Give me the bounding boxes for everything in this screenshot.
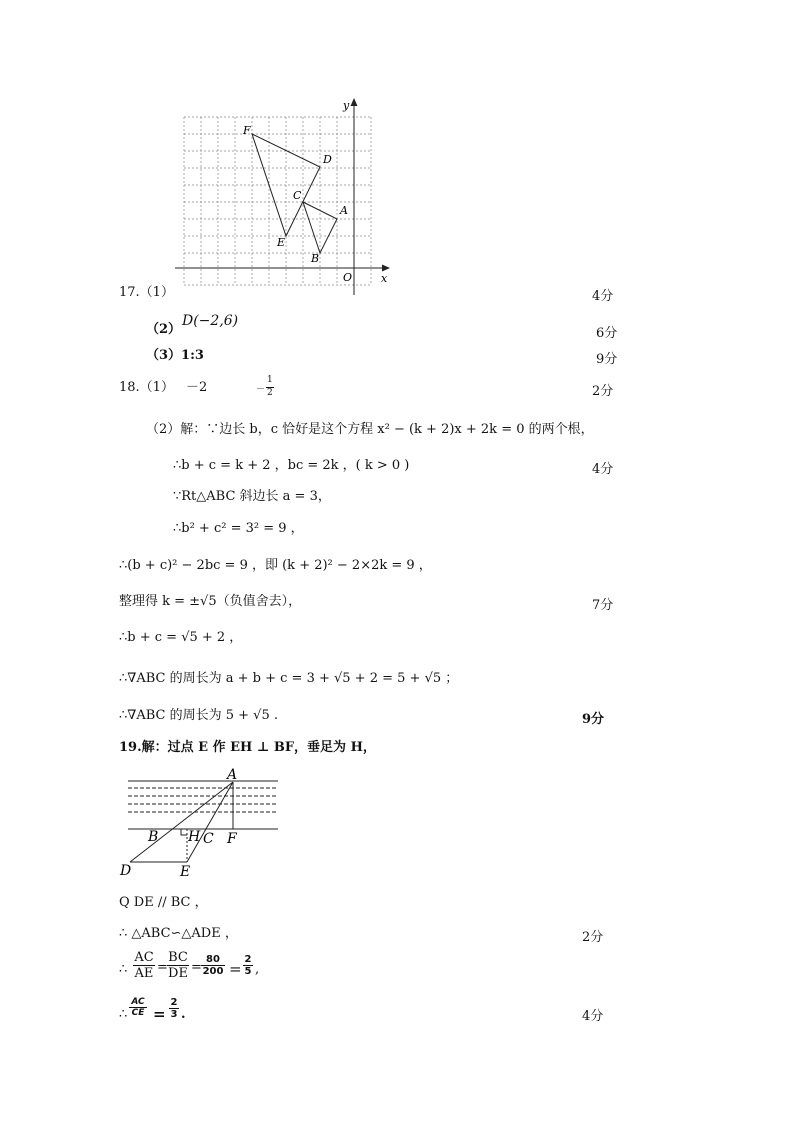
q19-line2: Q DE // BC ， xyxy=(119,895,208,910)
frac-2-3 xyxy=(169,997,179,1020)
q17-part3: （3）1:3 xyxy=(146,348,204,363)
equals-1: = xyxy=(157,960,168,975)
equals-4: = xyxy=(153,1005,166,1023)
line-AD xyxy=(130,782,233,862)
right-angle-mark xyxy=(181,829,187,835)
label-F: F xyxy=(227,831,237,847)
q18-part1: 18.（1） xyxy=(119,380,174,395)
q19-ratio-line xyxy=(119,950,319,990)
q19-ratio-line-2 xyxy=(119,995,239,1035)
label-A: A xyxy=(227,767,238,783)
q19-score5: 4分 xyxy=(582,1009,604,1024)
label-A: A xyxy=(340,204,348,217)
q18-answer2-num: 1 xyxy=(267,375,273,385)
frac-2-3-num: 2 xyxy=(170,997,178,1008)
grid xyxy=(184,117,371,285)
q18-score2: 4分 xyxy=(592,462,614,477)
q18-score9: 9分 xyxy=(582,712,605,727)
q17-part2-label: （2） xyxy=(146,322,182,337)
label-C: C xyxy=(203,831,214,847)
q17-score2: 6分 xyxy=(596,326,618,341)
label-D: D xyxy=(323,153,332,166)
q18-line9: ∴∇ABC 的周长为 5 + √5 . xyxy=(119,708,278,723)
frac-bc-de-den: DE xyxy=(168,966,188,981)
label-C: C xyxy=(293,189,302,202)
period: . xyxy=(181,1007,186,1022)
river-figure xyxy=(115,765,285,880)
q19-line1: 19.解：过点 E 作 EH ⊥ BF，垂足为 H， xyxy=(119,740,376,755)
q18-line6: 整理得 k = ±√5（负值舍去）， xyxy=(119,594,302,609)
label-F: F xyxy=(243,124,251,137)
frac-ac-ce-den: CE xyxy=(131,1008,145,1018)
label-B: B xyxy=(148,829,159,845)
q18-answer1: －2 xyxy=(186,380,208,395)
q19-score3: 2分 xyxy=(582,930,604,945)
frac-80-200-num: 80 xyxy=(201,954,225,966)
frac-ac-ce xyxy=(129,997,147,1018)
therefore-symbol-2: ∴ xyxy=(119,1007,128,1022)
therefore-symbol: ∴ xyxy=(119,962,128,977)
q18-score1: 2分 xyxy=(592,384,614,399)
label-H: H xyxy=(188,829,201,845)
frac-ac-ae xyxy=(133,950,155,981)
coordinate-figure xyxy=(170,95,400,305)
q18-answer2-den: 2 xyxy=(267,388,273,398)
label-y: y xyxy=(343,99,350,112)
q18-line3: ∵Rt△ABC 斜边长 a = 3， xyxy=(173,489,331,504)
frac-bc-de-num: BC xyxy=(168,950,188,965)
frac-2-5-den: 5 xyxy=(244,966,252,977)
frac-bc-de xyxy=(167,950,189,981)
frac-80-200 xyxy=(201,954,225,977)
comma: , xyxy=(255,962,260,977)
y-axis-arrow xyxy=(351,98,358,106)
q17-part2-answer: D(−2,6) xyxy=(182,313,239,329)
q18-line8: ∴∇ABC 的周长为 a + b + c = 3 + √5 + 2 = 5 + √5 ； xyxy=(119,671,459,686)
q17-part1: 17.（1） xyxy=(119,285,174,300)
q18-line5: ∴(b + c)² − 2bc = 9 ，即 (k + 2)² − 2×2k = 9 ， xyxy=(119,558,432,573)
q19-line3: ∴ △ABC∽△ADE ， xyxy=(119,926,238,941)
label-E: E xyxy=(277,236,286,249)
line-AE xyxy=(187,782,233,862)
frac-ac-ae-num: AC xyxy=(134,950,154,965)
frac-2-3-den: 3 xyxy=(170,1009,178,1020)
q18-line4: ∴b² + c² = 3² = 9 ， xyxy=(173,521,304,536)
frac-2-5 xyxy=(243,954,253,977)
q18-line1: （2）解：∵边长 b，c 恰好是这个方程 x² − (k + 2)x + 2k = 0 的两个根， xyxy=(146,422,594,437)
frac-2-5-num: 2 xyxy=(244,954,252,965)
frac-ac-ce-num: AC xyxy=(129,997,147,1008)
frac-ac-ae-den: AE xyxy=(134,966,154,981)
label-B: B xyxy=(311,252,320,265)
label-D: D xyxy=(120,863,132,879)
label-E: E xyxy=(180,864,191,880)
label-x: x xyxy=(381,272,388,285)
q17-score3: 9分 xyxy=(596,352,618,367)
frac-80-200-den: 200 xyxy=(202,966,224,977)
q18-score6: 7分 xyxy=(592,598,614,613)
x-axis-arrow xyxy=(382,265,390,272)
q18-line2: ∴b + c = k + 2 ，bc = 2k ，( k > 0 ) xyxy=(173,458,410,473)
equals-3: = xyxy=(229,960,242,978)
equals-2: = xyxy=(191,960,202,975)
q18-line7: ∴b + c = √5 + 2 ， xyxy=(119,630,243,645)
label-O: O xyxy=(343,271,353,284)
q17-score1: 4分 xyxy=(592,289,614,304)
q18-answer2-minus: － xyxy=(256,385,266,395)
